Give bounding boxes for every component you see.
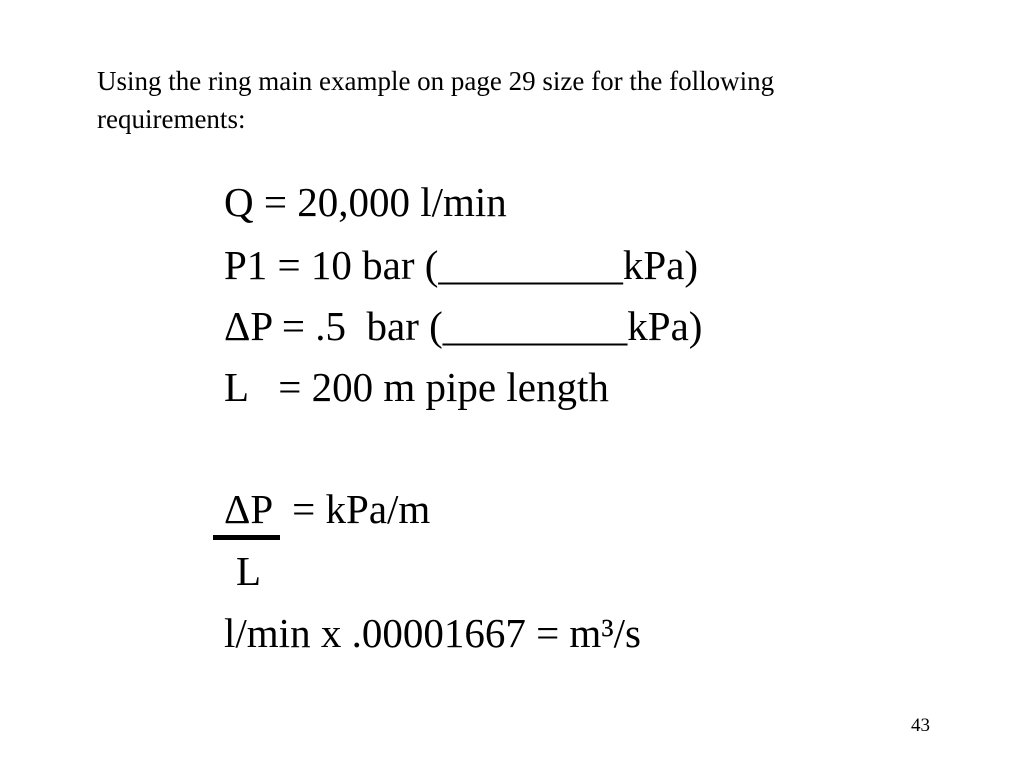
inlet-pressure-line: P1 = 10 bar (_________kPa) <box>224 242 699 288</box>
pressure-drop-line: ΔP = .5 bar (_________kPa) <box>224 303 703 349</box>
fraction-bar <box>213 535 280 540</box>
flow-rate-line: Q = 20,000 l/min <box>224 179 507 225</box>
flow-conversion-line: l/min x .00001667 = m³/s <box>224 610 641 656</box>
pipe-length-line: L = 200 m pipe length <box>224 364 609 410</box>
pressure-gradient-numerator: ΔP = kPa/m <box>224 486 431 532</box>
pressure-gradient-denominator: L <box>236 548 262 594</box>
slide-intro-text: Using the ring main example on page 29 size for the following requirements: <box>97 66 781 134</box>
page-number: 43 <box>911 715 930 736</box>
